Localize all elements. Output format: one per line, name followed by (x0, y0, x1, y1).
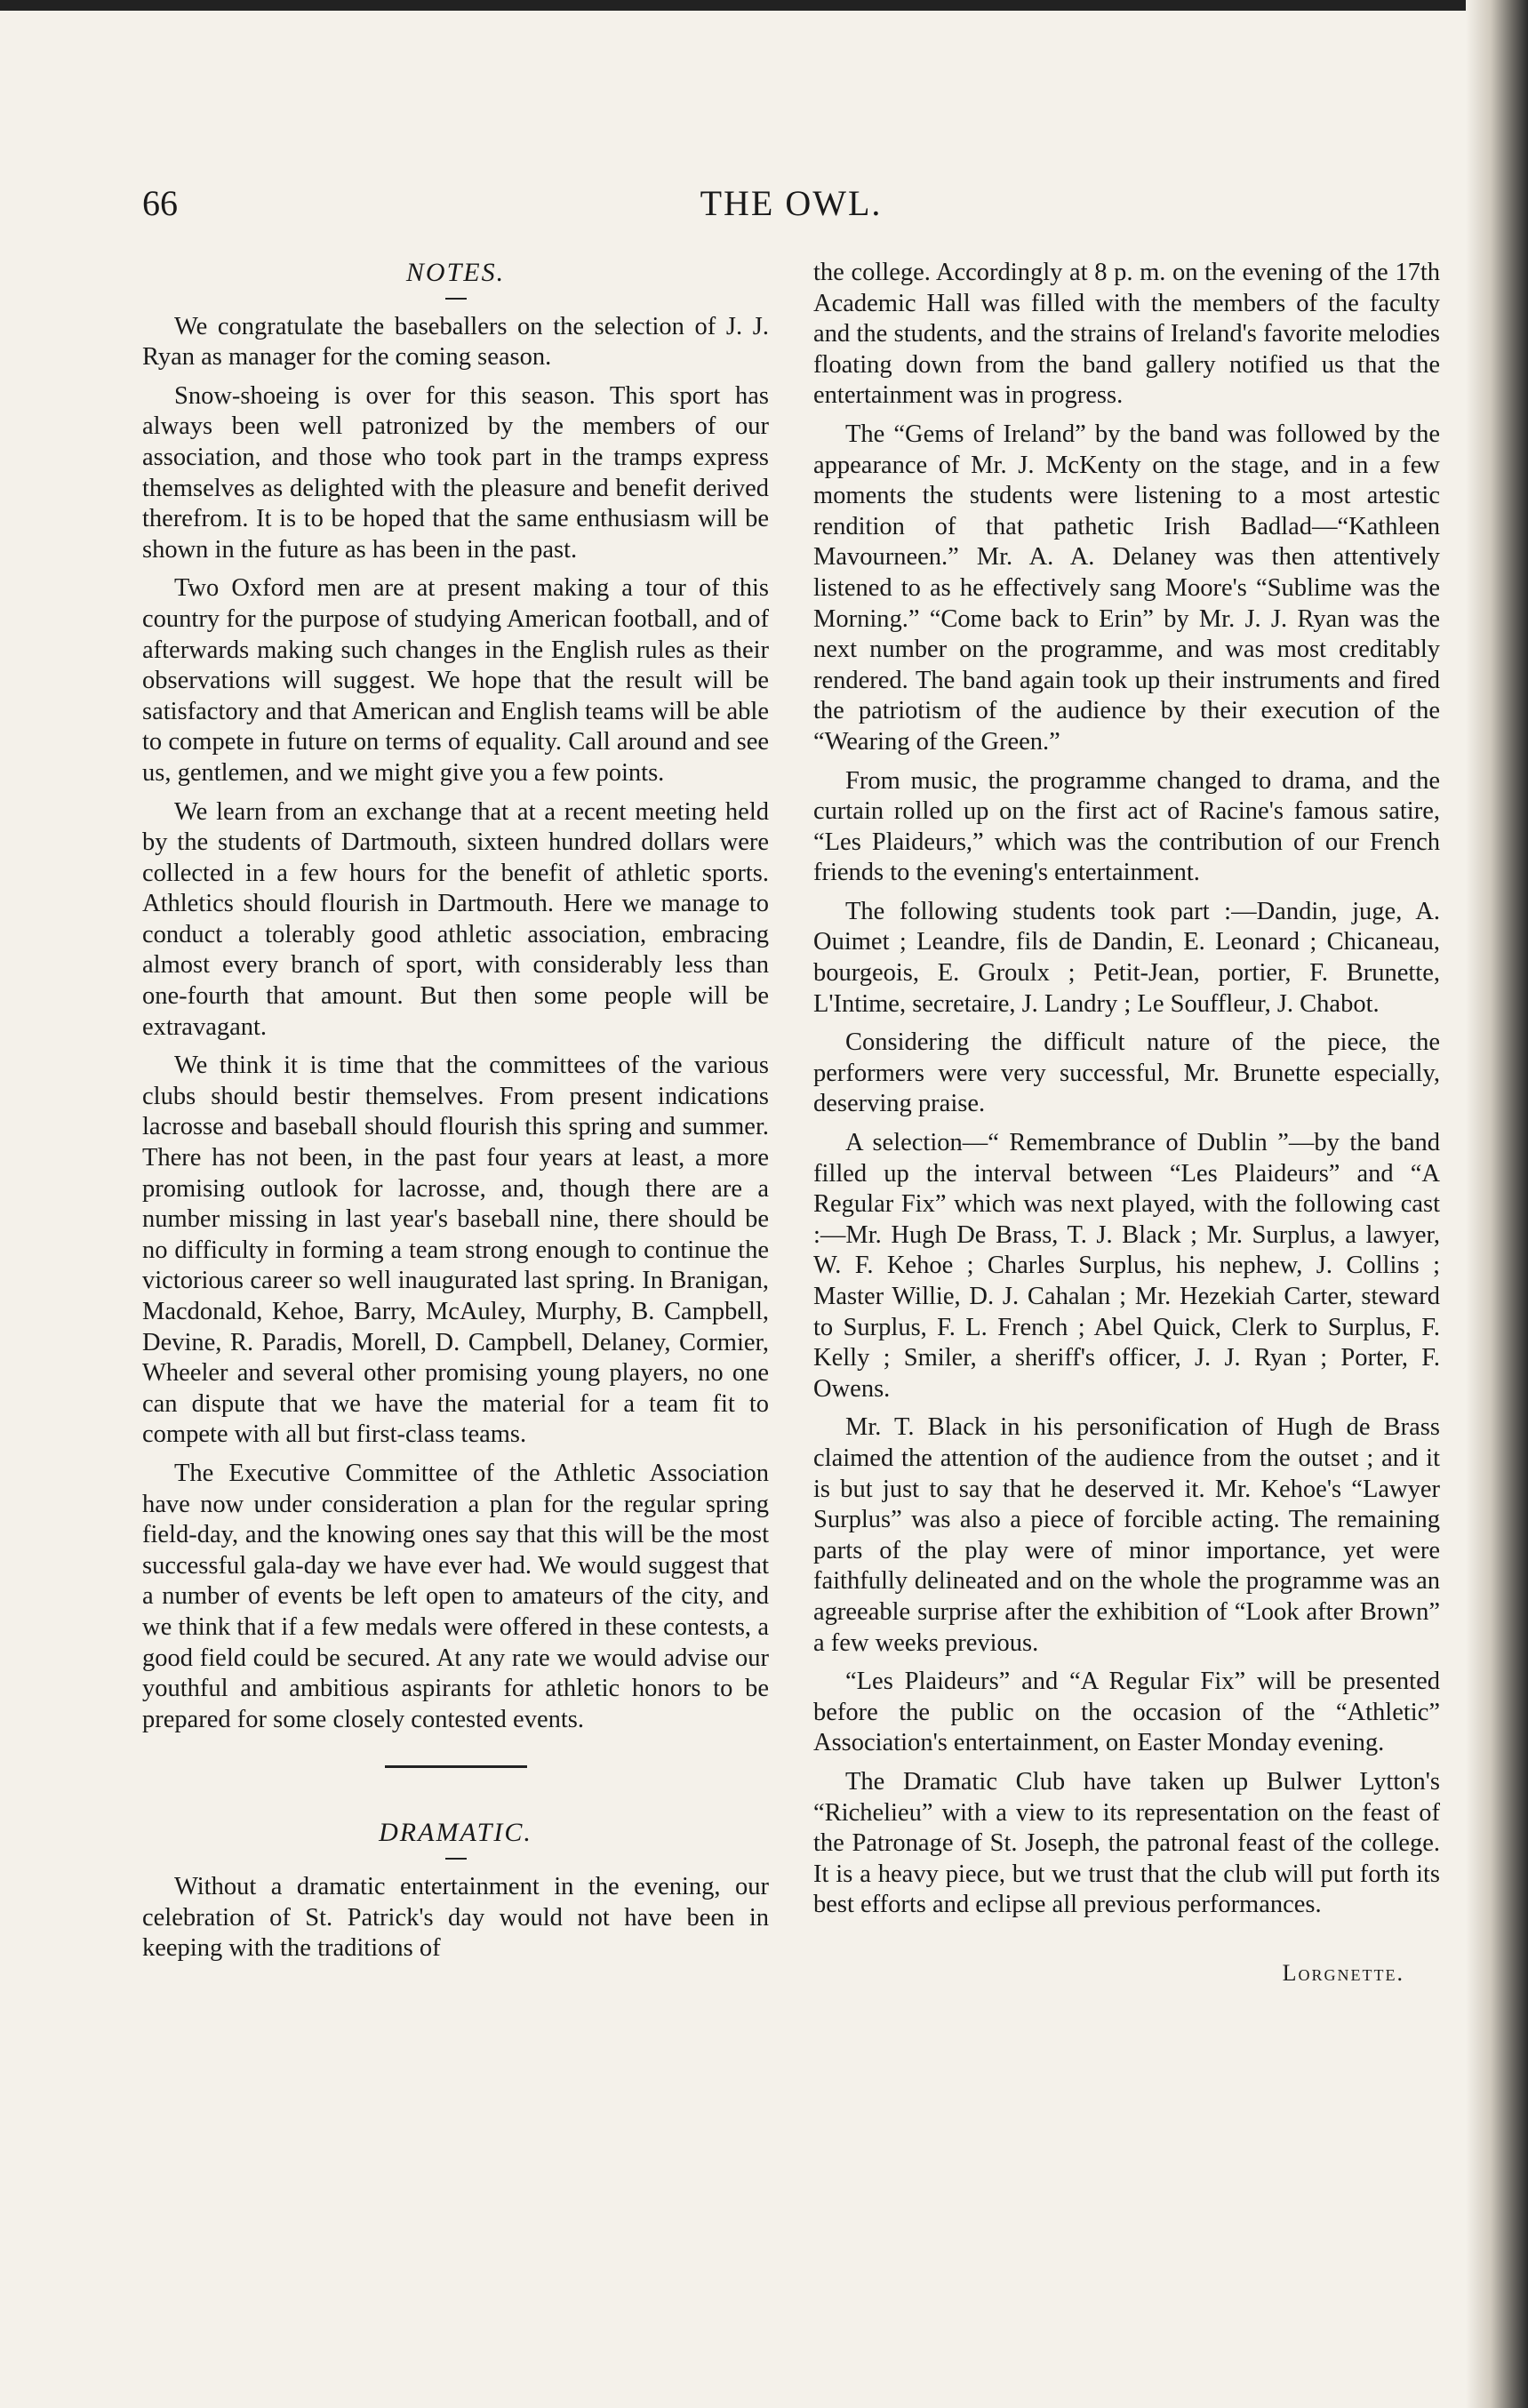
page-edge-shadow (1466, 0, 1528, 2408)
dramatic-paragraph: From music, the programme changed to drama, and the curtain rolled up on the first act of Racine's famous satire, “Les Plaideurs,” which was the contribution of our French friends to the evening's entertainment. (813, 766, 1440, 887)
dramatic-paragraph: Considering the difficult nature of the piece, the performers were very successful, Mr. Brunette especially, deserving praise. (813, 1028, 1440, 1118)
left-column (142, 258, 769, 1972)
notes-paragraph: Two Oxford men are at present making a tour of this country for the purpose of studying American football, and of afterwards making such changes in the English rules as their observations will suggest. We hope that the result will be satisfactory and that American and English teams will be able to compete in future on terms of equality. Call around and see us, gentlemen, and we might give you a few points. (142, 574, 769, 787)
dramatic-paragraph: the college. Accordingly at 8 p. m. on the evening of the 17th Academic Hall was filled with the members of the faculty and the students, and the strains of Ireland's favorite melodies floating down from the band gallery notified us that the entertainment was in progress. (813, 259, 1440, 410)
notes-paragraph: The Executive Committee of the Athletic Association have now under consideration a plan for the regular spring field-day, and the knowing ones say that this will be the most successful gala-day we have ever had. We would suggest that a number of events be left open to amateurs of the city, and we think that if a few medals were offered in these contests, a good field could be secured. At any rate we would advise our youthful and ambitious aspirants for athletic honors to be prepared for some closely contested events. (142, 1459, 769, 1733)
page-number: 66 (142, 183, 178, 223)
dramatic-paragraph: Mr. T. Black in his personification of Hugh de Brass claimed the attention of the audience from the outset ; and it is but just to say that he deserved it. Mr. Kehoe's “Lawyer Surplus” was also a piece of forcible acting. The remaining parts of the play were of minor importance, yet were faithfully delineated and on the whole the programme was an agreeable surprise after the exhibition of “Look after Brown” a few weeks previous. (813, 1413, 1440, 1657)
dramatic-paragraph: The “Gems of Ireland” by the band was followed by the appearance of Mr. J. McKenty on the stage, and in a few moments the students were listening to a most artestic rendition of that pathetic Irish Badlad—“Kathleen Mavourneen.” Mr. A. A. Delaney was then attentively listened to as he effectively sang Moore's “Sublime was the Morning.” “Come back to Erin” by Mr. J. J. Ryan was the next number on the programme, and was most creditably rendered. The band again took up their instruments and fired the patriotism of the audience by their execution of the “Wearing of the Green.” (813, 420, 1440, 756)
notes-title: NOTES. (405, 258, 506, 287)
notes-paragraph: We congratulate the baseballers on the selection of J. J. Ryan as manager for the coming season. (142, 312, 769, 372)
top-border-rule (0, 0, 1493, 11)
dramatic-paragraph: Without a dramatic entertainment in the evening, our celebration of St. Patrick's day would not have been in keeping with the traditions of (142, 1872, 769, 1963)
notes-paragraph: We learn from an exchange that at a recent meeting held by the students of Dartmouth, sixteen hundred dollars were collected in a few hours for the benefit of athletic sports. Athletics should flourish in Dartmouth. Here we manage to conduct a tolerably good athletic association, embracing almost every branch of sport, with considerably less than one-fourth that amount. But then some people will be extravagant. (142, 797, 769, 1041)
dramatic-paragraph: A selection—“ Remembrance of Dublin ”—by the band filled up the interval between “Les Plaideurs” and “A Regular Fix” which was next played, with the following cast :—Mr. Hugh De Brass, T. J. Black ; Mr. Surplus, a lawyer, W. F. Kehoe ; Charles Surplus, his nephew, J. Collins ; Master Willie, D. J. Cahalan ; Mr. Hezekiah Carter, steward to Surplus, F. L. French ; Abel Quick, Clerk to Surplus, F. Kelly ; Smiler, a sheriff's officer, J. J. Ryan ; Porter, F. Owens. (813, 1129, 1440, 1403)
right-column (813, 258, 1440, 1988)
notes-paragraph: We think it is time that the committees of the various clubs should bestir themselves. From present indications lacrosse and baseball should flourish this spring and summer. There has not been, in the past four years at least, a more promising outlook for lacrosse, and, though there are a number missing in last year's baseball nine, there should be no difficulty in forming a team strong enough to continue the victorious career so well inaugurated last spring. In Branigan, Macdonald, Kehoe, Barry, McAuley, Murphy, B. Campbell, Devine, R. Paradis, Morell, D. Campbell, Delaney, Cormier, Wheeler and several other promising young players, no one can dispute that we have the material for a team fit to compete with all but first-class teams. (142, 1052, 769, 1449)
dramatic-paragraph: The Dramatic Club have taken up Bulwer Lytton's “Richelieu” with a view to its representation on the feast of the Patronage of St. Joseph, the patronal feast of the college. It is a heavy piece, but we trust that the club will put forth its best efforts and eclipse all previous performances. (813, 1767, 1440, 1919)
dramatic-paragraph: The following students took part :—Dandin, juge, A. Ouimet ; Leandre, fils de Dandin, E. Leonard ; Chicaneau, bourgeois, E. Groulx ; Petit-Jean, portier, F. Brunette, L'Intime, secretaire, J. Landry ; Le Souffleur, J. Chabot. (813, 897, 1440, 1018)
dramatic-paragraph: “Les Plaideurs” and “A Regular Fix” will be presented before the public on the occasion of the “Athletic” Association's entertainment, on Easter Monday evening. (813, 1668, 1440, 1757)
title-dash (445, 1858, 467, 1860)
author-signature: Lorgnette. (1282, 1959, 1404, 1986)
section-divider (385, 1765, 527, 1768)
dramatic-title: DRAMATIC. (379, 1818, 532, 1848)
page-header (142, 182, 1440, 236)
running-title: THE OWL. (700, 183, 883, 223)
notes-paragraph: Snow-shoeing is over for this season. This sport has always been well patronized by the members of our association, and those who took part in the tramps express themselves as delighted with the pleasure and benefit derived therefrom. It is to be hoped that the same enthusiasm will be shown in the future as has been in the past. (142, 381, 769, 564)
title-dash (445, 298, 467, 300)
